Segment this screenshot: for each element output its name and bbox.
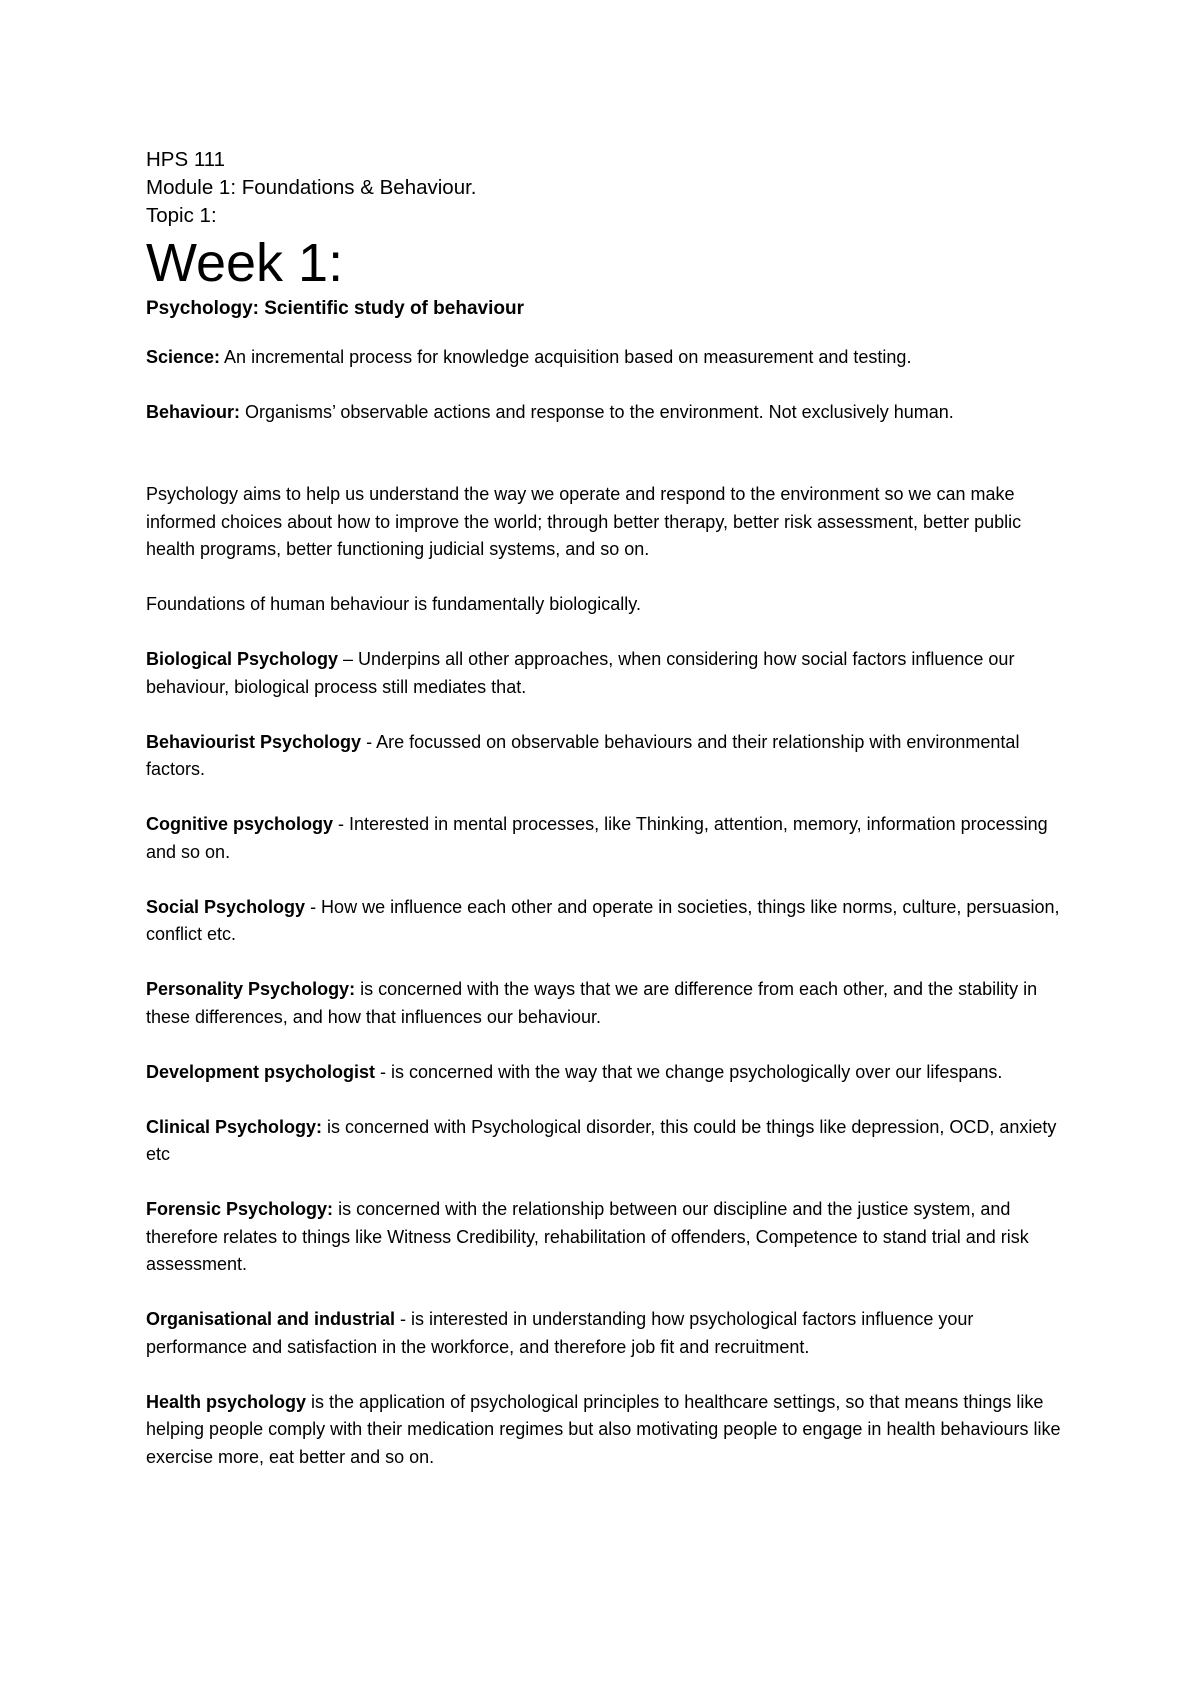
approach-organisational (146, 1306, 1066, 1361)
topic-label: Topic 1: (146, 204, 217, 227)
definition-text: An incremental process for knowledge acquisition based on measurement and testing. (220, 347, 912, 367)
approach-term: Biological Psychology (146, 649, 339, 669)
definition-behaviour (146, 399, 1066, 427)
approach-term: Cognitive psychology (146, 814, 334, 834)
approach-text: - is interested in understanding how psychological factors influence your performance and satisfaction in the workforce, and therefore job fit and recruitment. (146, 1309, 974, 1357)
definition-science (146, 344, 1066, 372)
subtitle: Psychology: Scientific study of behaviour (146, 298, 524, 319)
definition-term: Behaviour: (146, 402, 241, 422)
approach-term: Health psychology (146, 1391, 307, 1412)
approach-term: Organisational and industrial (146, 1309, 396, 1329)
course-code: HPS 111 (146, 148, 226, 171)
approach-forensic (146, 1196, 1066, 1279)
approach-text: – Underpins all other approaches, when considering how social factors influence our behaviour, biological process still mediates that. (146, 649, 1015, 697)
definition-text: Organisms’ observable actions and response to the environment. Not exclusively human. (240, 402, 954, 422)
approach-text: is concerned with the relationship between our discipline and the justice system, and therefore relates to things like Witness Credibility, rehabilitation of offenders, Competence to stand trial and risk assessment. (146, 1199, 1029, 1274)
approach-term: Development psychologist (146, 1061, 376, 1082)
approach-text: - Are focussed on observable behaviours and their relationship with environmental factors. (146, 731, 1020, 779)
week-heading: Week 1: (146, 233, 344, 293)
intro-paragraph: Psychology aims to help us understand the way we operate and respond to the environment so we can make informed choices about how to improve the world; through better therapy, better risk assessment, better public health programs, better functioning judicial systems, and so on. (146, 484, 1022, 559)
approach-text: - How we influence each other and operate in societies, things like norms, culture, persuasion, conflict etc. (146, 896, 1060, 944)
approach-term: Personality Psychology: (146, 979, 356, 999)
approach-text: - is concerned with the way that we change psychologically over our lifespans. (375, 1061, 1003, 1082)
document-page (146, 146, 1066, 1499)
approach-social (146, 894, 1066, 949)
approach-text: is concerned with the ways that we are difference from each other, and the stability in these differences, and how that influences our behaviour. (146, 979, 1038, 1027)
approach-term: Social Psychology (146, 896, 306, 917)
approach-behaviourist (146, 729, 1066, 784)
approach-text: is the application of psychological principles to healthcare settings, so that means things like helping people comply with their medication regimes but also motivating people to engage in health behaviours like exercise more, eat better and so on. (146, 1391, 1061, 1467)
intro-paragraph: Foundations of human behaviour is fundamentally biologically. (146, 594, 641, 614)
approach-term: Clinical Psychology: (146, 1116, 323, 1137)
approach-text: is concerned with Psychological disorder, this could be things like depression, OCD, anxiety etc (146, 1116, 1057, 1164)
approach-text: - Interested in mental processes, like Thinking, attention, memory, information processing and so on. (146, 814, 1048, 862)
definition-term: Science: (146, 347, 221, 367)
approach-clinical (146, 1114, 1066, 1169)
module-title: Module 1: Foundations & Behaviour. (146, 176, 477, 199)
approach-term: Forensic Psychology: (146, 1199, 334, 1219)
spacer (146, 454, 1066, 481)
approach-personality (146, 976, 1066, 1031)
approach-cognitive (146, 811, 1066, 866)
approach-biological (146, 646, 1066, 701)
approach-term: Behaviourist Psychology (146, 731, 362, 752)
approach-health (146, 1389, 1066, 1472)
approach-development (146, 1059, 1066, 1087)
